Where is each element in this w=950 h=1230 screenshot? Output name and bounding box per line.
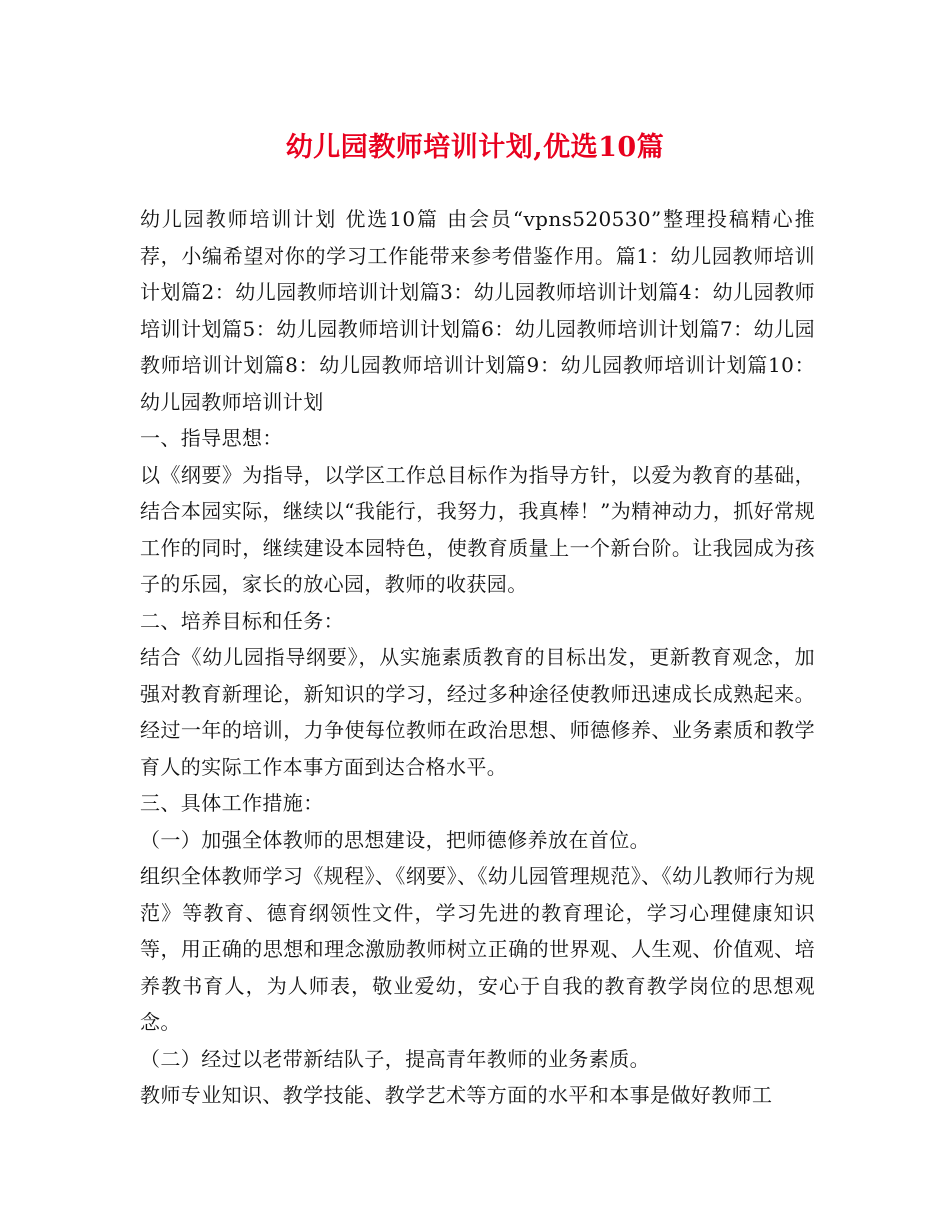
document-body [140, 201, 815, 1114]
section-heading-measures: 三、具体工作措施： [140, 791, 324, 815]
guiding-ideology-paragraph: 以《纲要》为指导，以学区工作总目标作为指导方针，以爱为教育的基础，结合本园实际，继续以“我能行，我努力，我真棒！”为精神动力，抓好常规工作的同时，继续建设本园特色，使教育质量上一个新台阶。让我园成为孩子的乐园，家长的放心园，教师的收获园。 [140, 462, 815, 596]
subsection-heading-1: （一）加强全体教师的思想建设，把师德修养放在首位。 [140, 827, 650, 852]
intro-paragraph: 幼儿园教师培训计划 优选10篇 由会员“vpns520530”整理投稿精心推荐，小编希望对你的学习工作能带来参考借鉴作用。篇1：幼儿园教师培训计划篇2：幼儿园教师培训计划篇3：幼儿园教师培训计划篇4：幼儿园教师培训计划篇5：幼儿园教师培训计划篇6：幼儿园教师培训计划篇7：幼儿园教师培训计划篇8：幼儿园教师培训计划篇9：幼儿园教师培训计划篇10：幼儿园教师培训计划 [140, 207, 815, 414]
subsection-1-paragraph: 组织全体教师学习《规程》、《纲要》、《幼儿园管理规范》、《幼儿教师行为规范》等教育、德育纲领性文件，学习先进的教育理论，学习心理健康知识等，用正确的思想和理念激励教师树立正确的世界观、人生观、价值观、培养教书育人，为人师表，敬业爱幼，安心于自我的教育教学岗位的思想观念。 [140, 864, 815, 1034]
document-title: 幼儿园教师培训计划,优选10篇 [285, 132, 665, 163]
section-heading-guiding-ideology: 一、指导思想： [140, 426, 283, 450]
section-heading-goals-tasks: 二、培养目标和任务： [140, 608, 344, 633]
goals-tasks-paragraph: 结合《幼儿园指导纲要》，从实施素质教育的目标出发，更新教育观念，加强对教育新理论，新知识的学习，经过多种途径使教师迅速成长成熟起来。经过一年的培训，力争使每位教师在政治思想、师德修养、业务素质和教学育人的实际工作本事方面到达合格水平。 [140, 645, 815, 779]
subsection-2-paragraph: 教师专业知识、教学技能、教学艺术等方面的水平和本事是做好教师工 [140, 1083, 773, 1107]
subsection-heading-2: （二）经过以老带新结队子，提高青年教师的业务素质。 [140, 1046, 650, 1071]
